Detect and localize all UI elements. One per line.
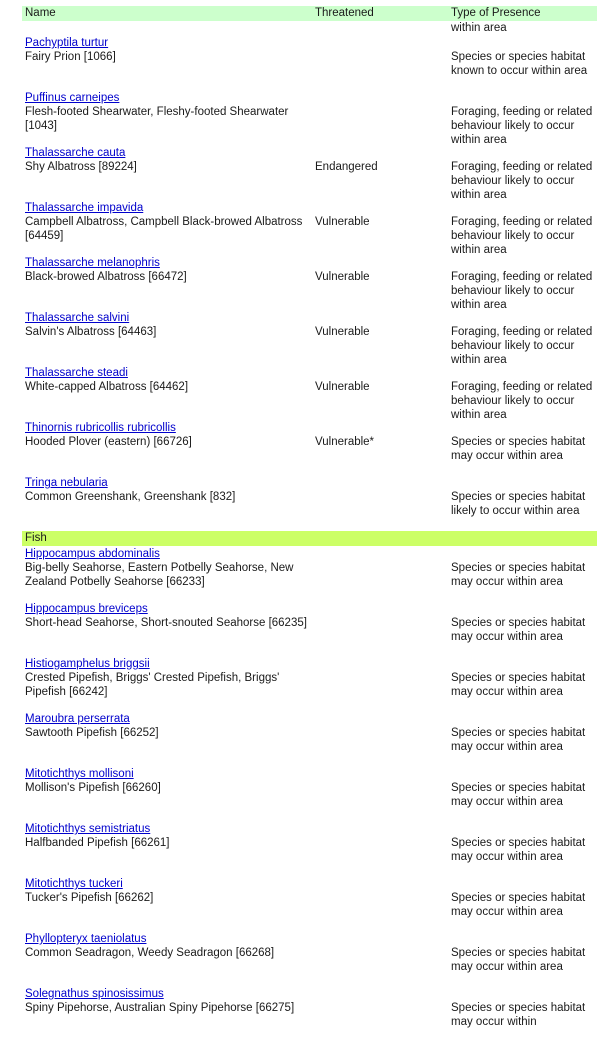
- name-cell: [22, 931, 315, 986]
- threatened-status: [315, 656, 451, 711]
- name-cell: [22, 766, 315, 821]
- type-of-presence: Species or species habitat may occur within area: [451, 782, 586, 808]
- type-of-presence: Species or species habitat may occur within: [451, 1002, 586, 1028]
- common-name: Tucker's Pipefish [66262]: [25, 892, 154, 904]
- table-header: [22, 6, 597, 21]
- bird-rows: [22, 35, 597, 530]
- common-name: Mollison's Pipefish [66260]: [25, 782, 161, 794]
- type-of-presence: Species or species habitat may occur within area: [451, 727, 586, 753]
- threatened-status: [315, 601, 451, 656]
- common-name: Campbell Albatross, Campbell Black-browed Albatross [64459]: [25, 216, 303, 242]
- scientific-name-link[interactable]: Phyllopteryx taeniolatus: [25, 933, 147, 945]
- type-of-presence: Species or species habitat likely to occur within area: [451, 491, 586, 517]
- table-row: [22, 821, 597, 876]
- scientific-name-link[interactable]: Thinornis rubricollis rubricollis: [25, 422, 176, 434]
- threatened-status: Endangered: [315, 161, 378, 173]
- table-row: [22, 766, 597, 821]
- common-name: Big-belly Seahorse, Eastern Potbelly Seahorse, New Zealand Potbelly Seahorse [66233]: [25, 562, 294, 588]
- table-row: [22, 255, 597, 310]
- name-cell: [22, 546, 315, 601]
- scientific-name-link[interactable]: Thalassarche impavida: [25, 202, 144, 214]
- threatened-status: [315, 821, 451, 876]
- name-cell: [22, 255, 315, 310]
- type-of-presence: Foraging, feeding or related behaviour likely to occur within area: [451, 326, 593, 366]
- common-name: Crested Pipefish, Briggs' Crested Pipefish, Briggs' Pipefish [66242]: [25, 672, 280, 698]
- continuation-text: within area: [451, 22, 507, 34]
- threatened-status: [315, 931, 451, 986]
- scientific-name-link[interactable]: Hippocampus breviceps: [25, 603, 148, 615]
- common-name: Sawtooth Pipefish [66252]: [25, 727, 159, 739]
- table-row: [22, 35, 597, 90]
- threatened-status: [315, 711, 451, 766]
- threatened-status: Vulnerable: [315, 381, 370, 393]
- header-threatened: Threatened: [315, 7, 374, 19]
- header-name: Name: [25, 7, 56, 19]
- common-name: Short-head Seahorse, Short-snouted Seahorse [66235]: [25, 617, 307, 629]
- type-of-presence: Foraging, feeding or related behaviour likely to occur within area: [451, 216, 593, 256]
- name-cell: [22, 475, 315, 530]
- threatened-status: [315, 35, 451, 90]
- type-of-presence: Species or species habitat may occur within area: [451, 837, 586, 863]
- type-of-presence: Species or species habitat may occur within area: [451, 617, 586, 643]
- common-name: Flesh-footed Shearwater, Fleshy-footed Shearwater [1043]: [25, 106, 289, 132]
- type-of-presence: Species or species habitat known to occur within area: [451, 51, 588, 77]
- species-table: [22, 6, 597, 1041]
- scientific-name-link[interactable]: Pachyptila turtur: [25, 37, 109, 49]
- common-name: Common Seadragon, Weedy Seadragon [66268]: [25, 947, 275, 959]
- type-of-presence: Species or species habitat may occur within area: [451, 947, 586, 973]
- type-of-presence: Foraging, feeding or related behaviour likely to occur within area: [451, 161, 593, 201]
- table-row: [22, 931, 597, 986]
- scientific-name-link[interactable]: Solegnathus spinosissimus: [25, 988, 164, 1000]
- threatened-status: Vulnerable*: [315, 436, 375, 448]
- name-cell: [22, 365, 315, 420]
- scientific-name-link[interactable]: Thalassarche salvini: [25, 312, 130, 324]
- scientific-name-link[interactable]: Maroubra perserrata: [25, 713, 130, 725]
- common-name: Black-browed Albatross [66472]: [25, 271, 187, 283]
- common-name: Hooded Plover (eastern) [66726]: [25, 436, 192, 448]
- threatened-status: [315, 766, 451, 821]
- threatened-status: [315, 986, 451, 1041]
- table-row: [22, 546, 597, 601]
- table-row: [22, 200, 597, 255]
- common-name: Shy Albatross [89224]: [25, 161, 137, 173]
- table-row: [22, 656, 597, 711]
- name-cell: [22, 821, 315, 876]
- scientific-name-link[interactable]: Mitotichthys semistriatus: [25, 823, 151, 835]
- name-cell: [22, 35, 315, 90]
- name-cell: [22, 90, 315, 145]
- threatened-status: Vulnerable: [315, 271, 370, 283]
- scientific-name-link[interactable]: Puffinus carneipes: [25, 92, 120, 104]
- threatened-status: Vulnerable: [315, 216, 370, 228]
- scientific-name-link[interactable]: Tringa nebularia: [25, 477, 108, 489]
- threatened-status: [315, 475, 451, 530]
- threatened-status: [315, 90, 451, 145]
- type-of-presence: Foraging, feeding or related behaviour likely to occur within area: [451, 271, 593, 311]
- name-cell: [22, 601, 315, 656]
- table-row: [22, 986, 597, 1041]
- table-row: [22, 601, 597, 656]
- header-type-of-presence: Type of Presence: [451, 7, 541, 19]
- scientific-name-link[interactable]: Thalassarche cauta: [25, 147, 126, 159]
- scientific-name-link[interactable]: Mitotichthys tuckeri: [25, 878, 123, 890]
- table-row: [22, 145, 597, 200]
- common-name: Salvin's Albatross [64463]: [25, 326, 157, 338]
- common-name: White-capped Albatross [64462]: [25, 381, 189, 393]
- type-of-presence: Species or species habitat may occur within area: [451, 436, 586, 462]
- scientific-name-link[interactable]: Thalassarche melanophris: [25, 257, 160, 269]
- name-cell: [22, 711, 315, 766]
- type-of-presence: Foraging, feeding or related behaviour likely to occur within area: [451, 381, 593, 421]
- type-of-presence: Species or species habitat may occur within area: [451, 672, 586, 698]
- scientific-name-link[interactable]: Mitotichthys mollisoni: [25, 768, 134, 780]
- common-name: Halfbanded Pipefish [66261]: [25, 837, 170, 849]
- scientific-name-link[interactable]: Histiogamphelus briggsii: [25, 658, 150, 670]
- name-cell: [22, 145, 315, 200]
- name-cell: [22, 200, 315, 255]
- common-name: Common Greenshank, Greenshank [832]: [25, 491, 236, 503]
- scientific-name-link[interactable]: Thalassarche steadi: [25, 367, 128, 379]
- table-row: [22, 420, 597, 475]
- name-cell: [22, 876, 315, 931]
- threatened-status: [315, 876, 451, 931]
- table-row: [22, 365, 597, 420]
- fish-rows: [22, 546, 597, 1041]
- common-name: Spiny Pipehorse, Australian Spiny Pipehorse [66275]: [25, 1002, 295, 1014]
- type-of-presence: Species or species habitat may occur within area: [451, 562, 586, 588]
- table-row: [22, 711, 597, 766]
- name-cell: [22, 310, 315, 365]
- common-name: Fairy Prion [1066]: [25, 51, 116, 63]
- type-of-presence: Species or species habitat may occur within area: [451, 892, 586, 918]
- name-cell: [22, 986, 315, 1041]
- type-of-presence: Foraging, feeding or related behaviour likely to occur within area: [451, 106, 593, 146]
- group-header-fish: Fish: [22, 531, 597, 546]
- name-cell: [22, 656, 315, 711]
- threatened-status: Vulnerable: [315, 326, 370, 338]
- threatened-status: [315, 546, 451, 601]
- continuation-row: [22, 21, 597, 35]
- table-row: [22, 90, 597, 145]
- table-row: [22, 310, 597, 365]
- scientific-name-link[interactable]: Hippocampus abdominalis: [25, 548, 160, 560]
- table-row: [22, 876, 597, 931]
- table-row: [22, 475, 597, 530]
- name-cell: [22, 420, 315, 475]
